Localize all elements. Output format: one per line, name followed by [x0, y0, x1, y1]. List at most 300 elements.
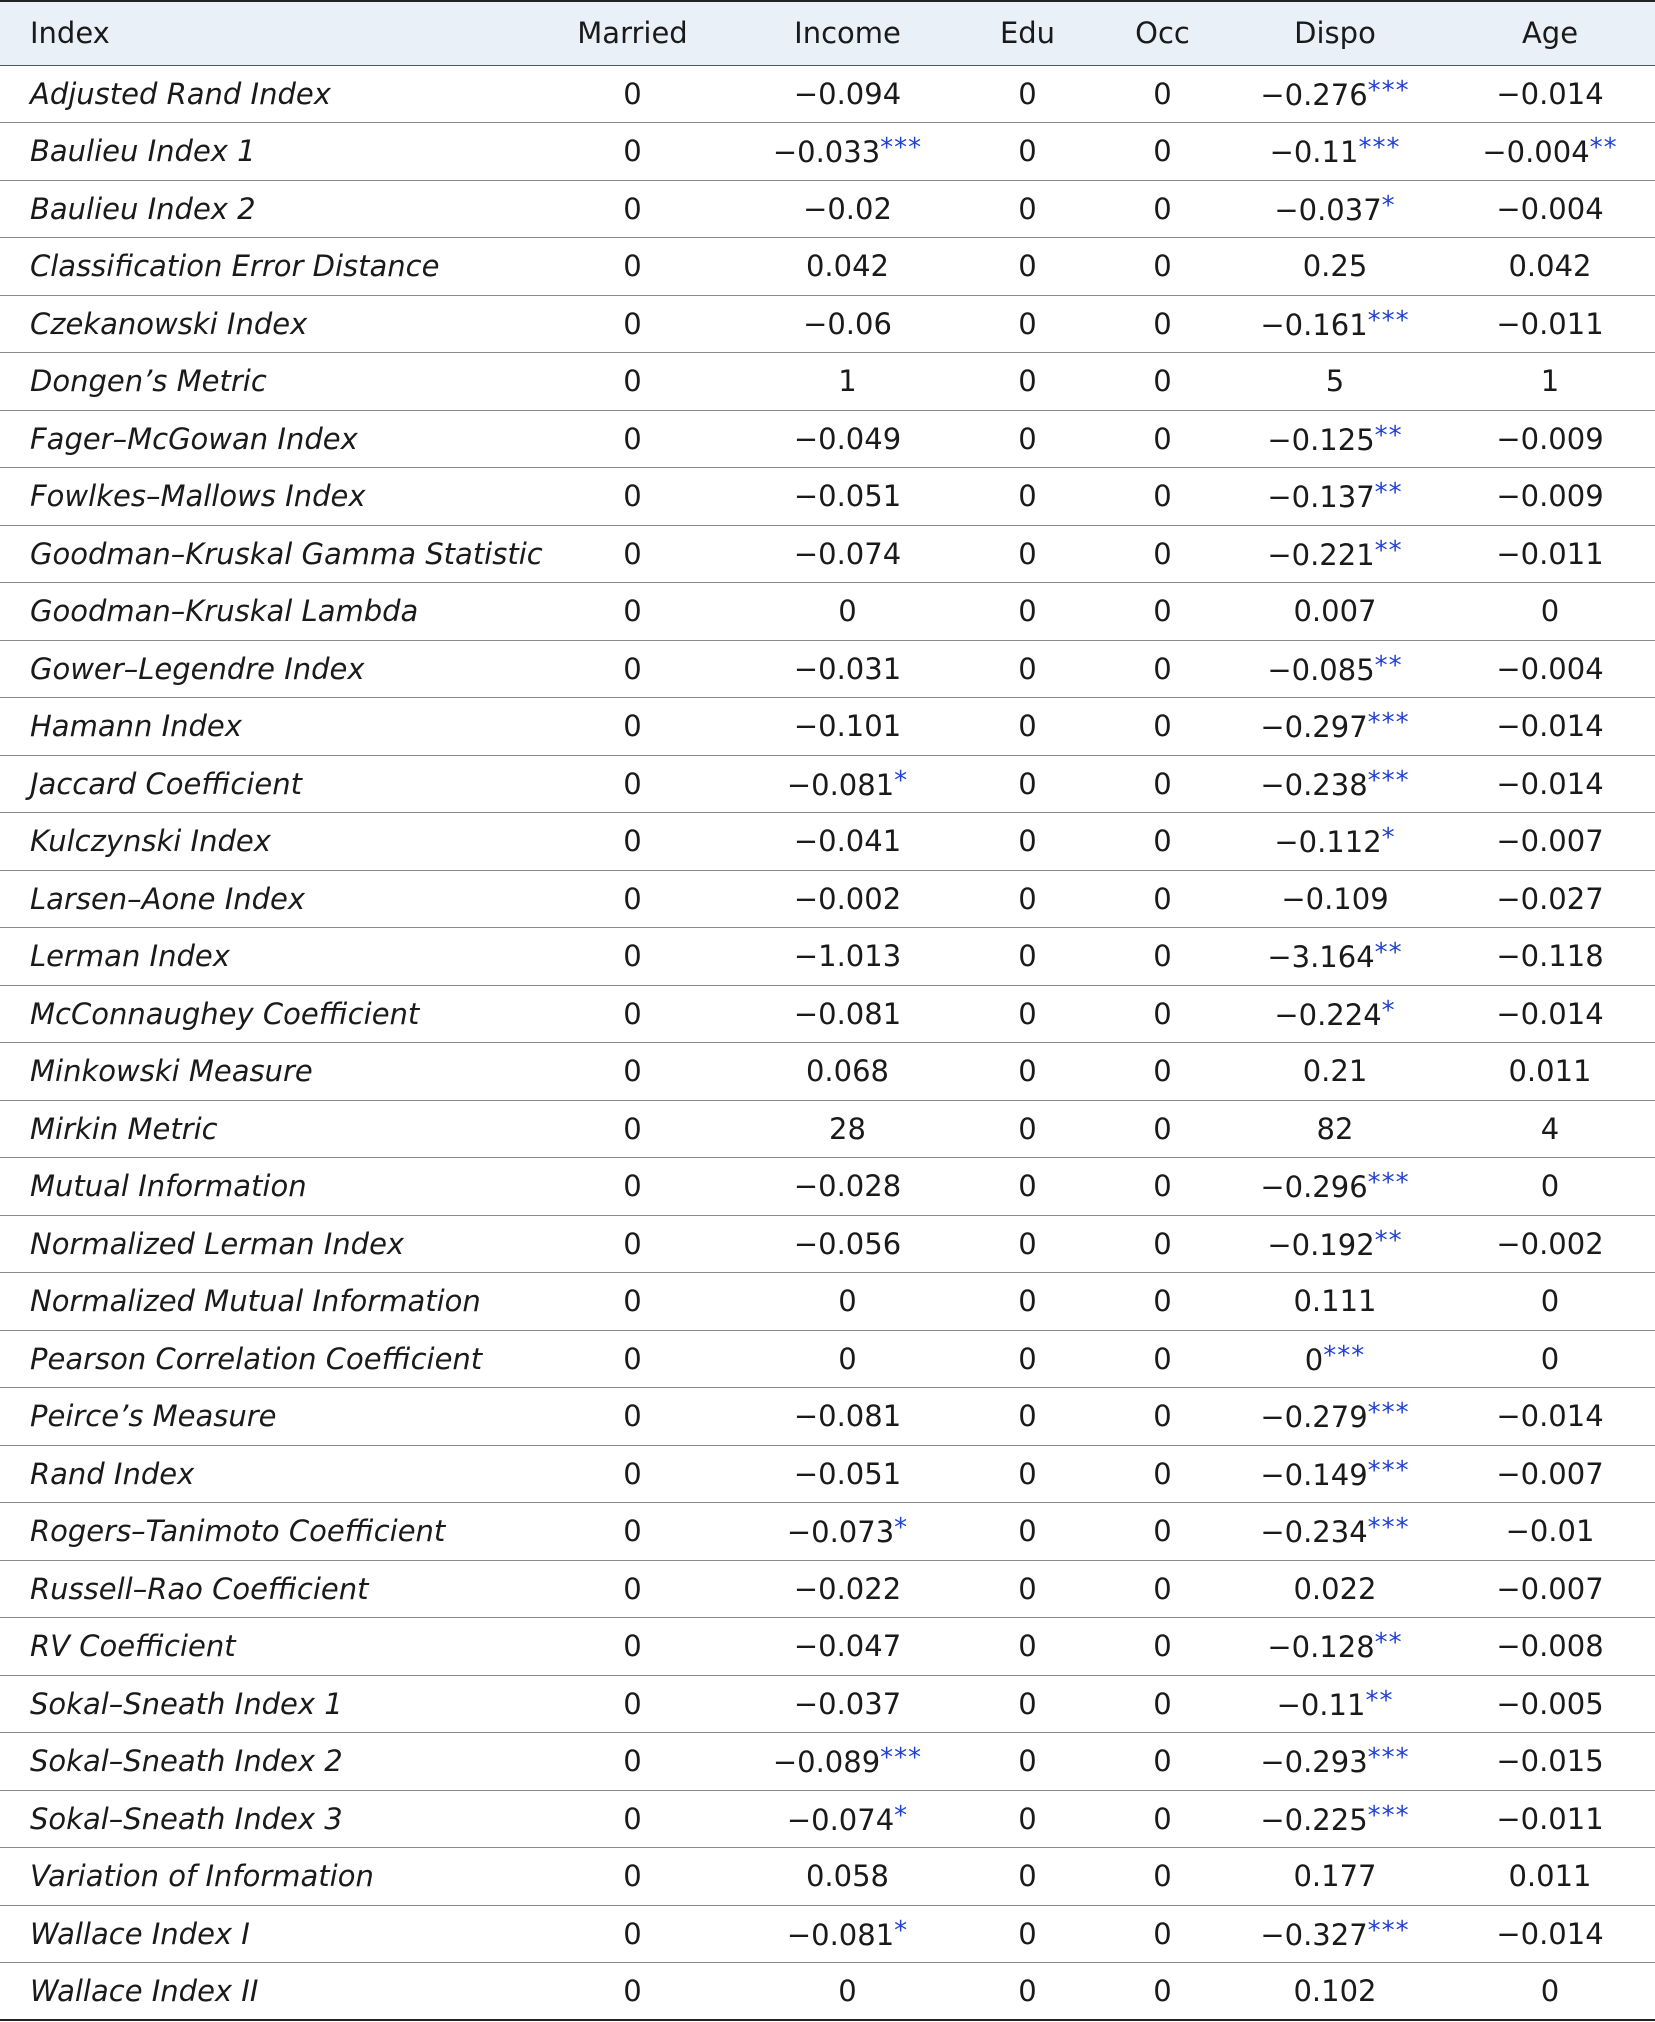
cell-dispo: [1225, 583, 1445, 641]
cell-occ: [1100, 1848, 1225, 1906]
row-index-label: RV Coefficient: [30, 1629, 236, 1664]
cell-value: 0: [623, 766, 642, 801]
cell-age: [1445, 1733, 1655, 1791]
cell-income: [740, 1618, 955, 1676]
cell-income: [740, 1560, 955, 1618]
cell-edu: [955, 755, 1100, 813]
cell-occ: [1100, 1043, 1225, 1101]
cell-age: [1445, 1445, 1655, 1503]
cell-dispo: [1225, 1503, 1445, 1561]
cell-value: 0: [1540, 1284, 1560, 1319]
cell-dispo: [1225, 65, 1445, 123]
cell-edu: [955, 353, 1100, 411]
cell-married: [525, 1848, 740, 1906]
header-occ: Occ: [1135, 16, 1190, 51]
cell-married: [525, 1503, 740, 1561]
cell-edu: [955, 583, 1100, 641]
cell-edu: [955, 123, 1100, 181]
cell-income: [740, 1215, 955, 1273]
cell-value: 0: [1153, 766, 1172, 801]
table-row: [0, 1733, 1655, 1791]
cell-edu: [955, 813, 1100, 871]
cell-married: [525, 698, 740, 756]
cell-edu: [955, 295, 1100, 353]
cell-edu: [955, 410, 1100, 468]
cell-value: 0.022: [1293, 1571, 1377, 1606]
table-row: [0, 1675, 1655, 1733]
cell-value: 0: [1018, 766, 1037, 801]
cell-age: [1445, 1158, 1655, 1216]
cell-income: [740, 65, 955, 123]
cell-value: 0: [1018, 1629, 1037, 1664]
cell-value: 0: [1018, 1111, 1037, 1146]
cell-value: −0.047: [793, 1629, 902, 1664]
significance-stars: ***: [1367, 708, 1410, 739]
cell-value: 0.177: [1293, 1859, 1377, 1894]
cell-value: 0: [1153, 249, 1172, 284]
table-row: [0, 123, 1655, 181]
cell-age: [1445, 583, 1655, 641]
cell-value: 0: [1153, 1571, 1172, 1606]
significance-stars: ***: [1367, 765, 1410, 796]
cell-value: 0: [623, 1744, 642, 1779]
cell-value: 0.111: [1293, 1284, 1377, 1319]
significance-stars: *: [1381, 995, 1396, 1026]
cell-occ: [1100, 1215, 1225, 1273]
header-income: Income: [794, 16, 901, 51]
cell-value: −0.014: [1496, 766, 1604, 801]
cell-income: [740, 698, 955, 756]
cell-age: [1445, 123, 1655, 181]
cell-value: 0: [1153, 1054, 1172, 1089]
cell-value: −0.014: [1496, 709, 1604, 744]
cell-value: 0: [1018, 134, 1037, 169]
cell-value: −0.011: [1496, 536, 1604, 571]
row-index-label: Fowlkes–Mallows Index: [30, 479, 366, 514]
cell-occ: [1100, 640, 1225, 698]
cell-value: 0: [623, 1629, 642, 1664]
cell-edu: [955, 928, 1100, 986]
cell-age: [1445, 1618, 1655, 1676]
significance-stars: **: [1374, 938, 1403, 969]
cell-occ: [1100, 410, 1225, 468]
cell-value: −0.056: [793, 1226, 902, 1261]
cell-value: 0: [623, 1226, 642, 1261]
table-row: [0, 1963, 1655, 2021]
row-index-label: Variation of Information: [30, 1859, 374, 1894]
cell-value: 0: [1018, 1571, 1037, 1606]
cell-dispo: [1225, 1388, 1445, 1446]
cell-occ: [1100, 1675, 1225, 1733]
cell-value: −0.011: [1496, 1801, 1604, 1836]
cell-married: [525, 65, 740, 123]
significance-stars: **: [1589, 133, 1618, 164]
cell-occ: [1100, 353, 1225, 411]
significance-stars: **: [1374, 478, 1403, 509]
row-index-label: Wallace Index II: [30, 1974, 259, 2008]
cell-value: 1: [1540, 364, 1560, 399]
cell-married: [525, 123, 740, 181]
cell-married: [525, 353, 740, 411]
cell-value: −0.11: [1269, 135, 1359, 170]
cell-edu: [955, 1215, 1100, 1273]
table-row: [0, 1790, 1655, 1848]
cell-value: −0.221: [1267, 537, 1375, 572]
cell-value: 0: [1153, 364, 1172, 399]
row-index-label: Fager–McGowan Index: [30, 421, 358, 456]
cell-value: 0.25: [1302, 249, 1368, 284]
cell-edu: [955, 1330, 1100, 1388]
cell-age: [1445, 525, 1655, 583]
cell-value: −0.004: [1496, 191, 1604, 226]
cell-edu: [955, 1675, 1100, 1733]
cell-value: −0.014: [1496, 76, 1604, 111]
cell-value: 0: [1018, 881, 1037, 916]
cell-occ: [1100, 1733, 1225, 1791]
cell-value: −0.015: [1496, 1744, 1604, 1779]
cell-value: 0: [1018, 651, 1037, 686]
cell-value: 0: [1153, 1974, 1172, 2008]
cell-value: −0.081: [786, 767, 895, 802]
cell-value: 0: [1153, 709, 1172, 744]
cell-value: 0: [1018, 1399, 1037, 1434]
cell-income: [740, 1043, 955, 1101]
cell-income: [740, 1388, 955, 1446]
cell-income: [740, 1158, 955, 1216]
cell-value: 0: [1018, 939, 1037, 974]
cell-value: −0.238: [1260, 767, 1368, 802]
cell-age: [1445, 755, 1655, 813]
cell-dispo: [1225, 1560, 1445, 1618]
cell-value: 0: [1153, 191, 1172, 226]
cell-edu: [955, 1503, 1100, 1561]
table-row: [0, 525, 1655, 583]
cell-value: 0: [1018, 1514, 1037, 1549]
cell-married: [525, 1560, 740, 1618]
cell-value: 0: [623, 76, 642, 111]
cell-edu: [955, 1388, 1100, 1446]
cell-dispo: [1225, 1445, 1445, 1503]
significance-stars: **: [1374, 420, 1403, 451]
significance-stars: *: [894, 765, 909, 796]
row-index-label: Mirkin Metric: [30, 1111, 218, 1146]
significance-stars: ***: [1358, 133, 1401, 164]
cell-value: −0.004: [1496, 651, 1604, 686]
cell-value: −0.014: [1496, 1916, 1604, 1951]
cell-value: 0: [623, 134, 642, 169]
cell-income: [740, 1675, 955, 1733]
cell-married: [525, 1388, 740, 1446]
cell-value: −1.013: [793, 939, 902, 974]
cell-value: 0: [623, 1456, 642, 1491]
cell-value: 0: [1153, 1629, 1172, 1664]
cell-value: −0.049: [793, 421, 902, 456]
cell-income: [740, 180, 955, 238]
row-index-label: Baulieu Index 1: [30, 134, 256, 169]
cell-income: [740, 1905, 955, 1963]
cell-married: [525, 1100, 740, 1158]
cell-value: 0: [1018, 1456, 1037, 1491]
cell-occ: [1100, 123, 1225, 181]
cell-value: 0: [1153, 1111, 1172, 1146]
cell-value: 0.042: [1508, 249, 1592, 284]
cell-value: −0.118: [1496, 939, 1604, 974]
cell-dispo: [1225, 1100, 1445, 1158]
cell-age: [1445, 1963, 1655, 2021]
cell-value: 0: [1153, 479, 1172, 514]
table-row: [0, 1848, 1655, 1906]
cell-age: [1445, 985, 1655, 1043]
table-row: [0, 1905, 1655, 1963]
cell-value: −3.164: [1267, 940, 1375, 975]
table-header: [0, 1, 1655, 65]
cell-age: [1445, 1675, 1655, 1733]
row-index-label: Pearson Correlation Coefficient: [30, 1341, 483, 1376]
cell-age: [1445, 1330, 1655, 1388]
cell-value: 0: [623, 249, 642, 284]
cell-occ: [1100, 180, 1225, 238]
cell-value: 0: [1540, 1169, 1560, 1204]
cell-value: 0: [1153, 1744, 1172, 1779]
cell-dispo: [1225, 1848, 1445, 1906]
significance-stars: *: [894, 1513, 909, 1544]
cell-occ: [1100, 1273, 1225, 1331]
cell-occ: [1100, 1905, 1225, 1963]
cell-value: 0: [1304, 1342, 1324, 1377]
cell-edu: [955, 1273, 1100, 1331]
cell-value: −0.296: [1260, 1170, 1368, 1205]
cell-value: 0: [838, 594, 857, 629]
cell-married: [525, 1618, 740, 1676]
significance-stars: *: [1381, 190, 1396, 221]
cell-occ: [1100, 813, 1225, 871]
cell-value: −0.276: [1260, 77, 1368, 112]
table-row: [0, 1330, 1655, 1388]
row-index-label: Gower–Legendre Index: [30, 651, 365, 686]
table-row: [0, 1100, 1655, 1158]
cell-value: 0: [1018, 1916, 1037, 1951]
row-index-label: Adjusted Rand Index: [30, 76, 331, 111]
table-row: [0, 755, 1655, 813]
cell-married: [525, 525, 740, 583]
cell-edu: [955, 1043, 1100, 1101]
cell-income: [740, 1790, 955, 1848]
cell-married: [525, 985, 740, 1043]
cell-value: 0: [1018, 479, 1037, 514]
cell-income: [740, 985, 955, 1043]
cell-value: −0.074: [786, 1802, 895, 1837]
row-index-label: Normalized Mutual Information: [30, 1284, 481, 1319]
cell-dispo: [1225, 1790, 1445, 1848]
cell-value: 0.007: [1293, 594, 1377, 629]
cell-edu: [955, 985, 1100, 1043]
table-row: [0, 1503, 1655, 1561]
header-age: Age: [1521, 16, 1579, 51]
cell-age: [1445, 353, 1655, 411]
cell-value: −0.051: [793, 1456, 902, 1491]
row-index-label: Hamann Index: [30, 709, 242, 744]
cell-dispo: [1225, 640, 1445, 698]
table-row: [0, 1618, 1655, 1676]
cell-value: 0: [623, 1399, 642, 1434]
cell-value: 0: [623, 996, 642, 1031]
cell-value: 0: [1153, 1801, 1172, 1836]
cell-age: [1445, 1388, 1655, 1446]
cell-value: 0: [623, 1916, 642, 1951]
cell-value: 0.102: [1293, 1974, 1377, 2008]
table-row: [0, 1445, 1655, 1503]
cell-value: 0: [1153, 996, 1172, 1031]
cell-dispo: [1225, 525, 1445, 583]
cell-value: 0.011: [1508, 1054, 1592, 1089]
row-index-label: Wallace Index I: [30, 1916, 250, 1951]
row-index-label: Sokal–Sneath Index 2: [30, 1744, 343, 1779]
cell-dispo: [1225, 928, 1445, 986]
cell-value: −0.073: [786, 1515, 895, 1550]
cell-value: 0: [1153, 1456, 1172, 1491]
cell-age: [1445, 1790, 1655, 1848]
cell-value: −0.027: [1496, 881, 1604, 916]
cell-value: −0.009: [1496, 421, 1604, 456]
table-row: [0, 870, 1655, 928]
cell-value: −0.081: [793, 1399, 902, 1434]
cell-value: −0.002: [1496, 1226, 1604, 1261]
cell-value: −0.002: [793, 881, 902, 916]
cell-value: 0: [1153, 536, 1172, 571]
cell-age: [1445, 410, 1655, 468]
cell-income: [740, 1848, 955, 1906]
cell-edu: [955, 1560, 1100, 1618]
cell-value: 0: [623, 1341, 642, 1376]
cell-married: [525, 870, 740, 928]
table-row: [0, 180, 1655, 238]
cell-value: −0.033: [772, 135, 881, 170]
significance-stars: ***: [1323, 1340, 1366, 1371]
cell-value: −0.101: [793, 709, 902, 744]
table-row: [0, 1215, 1655, 1273]
table-row: [0, 985, 1655, 1043]
cell-occ: [1100, 698, 1225, 756]
cell-married: [525, 1273, 740, 1331]
significance-stars: **: [1374, 535, 1403, 566]
cell-value: 0: [1018, 1744, 1037, 1779]
cell-occ: [1100, 1790, 1225, 1848]
row-index-label: McConnaughey Coefficient: [30, 996, 420, 1031]
cell-occ: [1100, 1330, 1225, 1388]
cell-value: 0: [623, 1169, 642, 1204]
cell-value: −0.081: [786, 1917, 895, 1952]
cell-value: 0: [1540, 1974, 1560, 2008]
cell-value: −0.007: [1496, 1456, 1604, 1491]
cell-value: 0: [1018, 536, 1037, 571]
cell-value: 0: [623, 594, 642, 629]
cell-age: [1445, 928, 1655, 986]
cell-value: −0.081: [793, 996, 902, 1031]
cell-occ: [1100, 1503, 1225, 1561]
cell-value: −0.327: [1260, 1917, 1368, 1952]
cell-occ: [1100, 1158, 1225, 1216]
cell-married: [525, 1790, 740, 1848]
cell-age: [1445, 1273, 1655, 1331]
cell-value: 0: [1153, 651, 1172, 686]
cell-value: 0: [623, 536, 642, 571]
cell-value: −0.192: [1267, 1227, 1375, 1262]
cell-age: [1445, 870, 1655, 928]
cell-occ: [1100, 985, 1225, 1043]
cell-edu: [955, 870, 1100, 928]
cell-dispo: [1225, 813, 1445, 871]
cell-value: −0.011: [1496, 306, 1604, 341]
cell-value: 0: [1153, 306, 1172, 341]
table-row: [0, 928, 1655, 986]
cell-occ: [1100, 870, 1225, 928]
cell-married: [525, 640, 740, 698]
cell-value: 0: [623, 1514, 642, 1549]
cell-value: 0: [623, 1111, 642, 1146]
header-married: Married: [577, 16, 688, 51]
cell-value: −0.128: [1267, 1630, 1375, 1665]
cell-age: [1445, 1848, 1655, 1906]
cell-value: 0: [1018, 824, 1037, 859]
cell-value: −0.028: [793, 1169, 902, 1204]
cell-dispo: [1225, 1675, 1445, 1733]
table-row: [0, 1043, 1655, 1101]
significance-stars: ***: [1367, 1915, 1410, 1946]
cell-value: 0: [1153, 1514, 1172, 1549]
table-row: [0, 238, 1655, 296]
cell-value: −0.031: [793, 651, 902, 686]
cell-age: [1445, 468, 1655, 526]
cell-value: 0: [1018, 1054, 1037, 1089]
cell-value: 0: [1018, 1284, 1037, 1319]
row-index-label: Mutual Information: [30, 1169, 307, 1204]
cell-married: [525, 1445, 740, 1503]
cell-value: 0: [1018, 1226, 1037, 1261]
significance-stars: ***: [1367, 75, 1410, 106]
cell-value: 0: [1153, 1916, 1172, 1951]
cell-value: 0: [1018, 76, 1037, 111]
cell-value: 0: [1018, 421, 1037, 456]
cell-value: 0: [1153, 76, 1172, 111]
cell-value: 0: [1153, 594, 1172, 629]
cell-value: −0.004: [1482, 135, 1590, 170]
cell-married: [525, 1158, 740, 1216]
row-index-label: Sokal–Sneath Index 3: [30, 1801, 343, 1836]
table-row: [0, 583, 1655, 641]
cell-edu: [955, 525, 1100, 583]
significance-stars: *: [1381, 823, 1396, 854]
table-row: [0, 640, 1655, 698]
cell-value: 0: [1153, 1686, 1172, 1721]
cell-value: 0.058: [805, 1859, 890, 1894]
significance-stars: **: [1365, 1685, 1394, 1716]
cell-occ: [1100, 1560, 1225, 1618]
cell-income: [740, 755, 955, 813]
row-index-label: Kulczynski Index: [30, 824, 271, 859]
cell-value: −0.01: [1505, 1514, 1595, 1549]
cell-edu: [955, 698, 1100, 756]
cell-value: 0: [623, 1801, 642, 1836]
cell-value: 4: [1540, 1111, 1560, 1146]
cell-married: [525, 1215, 740, 1273]
cell-value: 0: [1153, 881, 1172, 916]
significance-stars: **: [1374, 650, 1403, 681]
cell-dispo: [1225, 295, 1445, 353]
cell-value: 0.21: [1302, 1054, 1368, 1089]
cell-value: 0: [1153, 1284, 1172, 1319]
row-index-label: Rand Index: [30, 1456, 195, 1491]
cell-married: [525, 1733, 740, 1791]
